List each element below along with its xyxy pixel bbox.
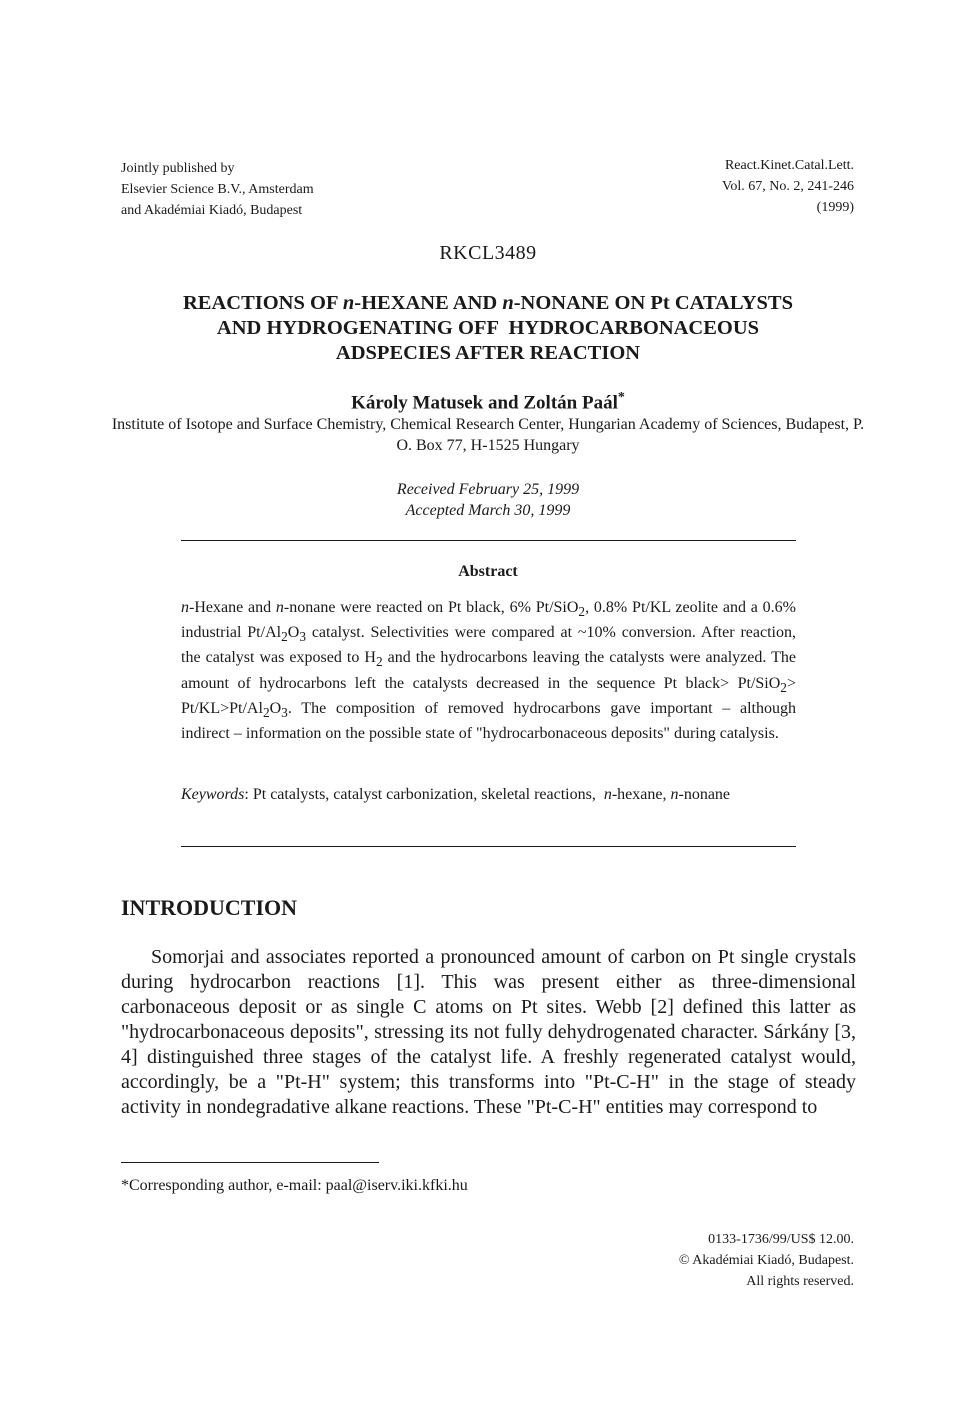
authors: Károly Matusek and Zoltán Paál*	[351, 390, 625, 414]
publisher-line: Elsevier Science B.V., Amsterdam	[121, 182, 314, 197]
copyright-line: © Akadémiai Kiadó, Budapest.	[678, 1253, 854, 1268]
affiliation: Institute of Isotope and Surface Chemistry, Chemical Research Center, Hungarian Academy of Sciences, Budapest, P. O. Box 77, H-1525 Hungary	[111, 416, 865, 454]
title-line-3: ADSPECIES AFTER REACTION	[335, 342, 641, 364]
corresponding-author-footnote: *Corresponding author, e-mail: paal@iserv.iki.kfki.hu	[121, 1177, 468, 1194]
footnote-rule	[121, 1162, 379, 1163]
paper-title	[100, 291, 876, 366]
title-line-2: AND HYDROGENATING OFF HYDROCARBONACEOUS	[216, 317, 760, 339]
journal-line: (1999)	[816, 200, 854, 215]
abstract-top-rule	[181, 540, 796, 541]
title-line-1: REACTIONS OF n-HEXANE AND n-NONANE ON Pt CATALYSTS	[182, 292, 793, 314]
journal-line: React.Kinet.Catal.Lett.	[724, 158, 854, 173]
copyright-block	[679, 1229, 854, 1292]
received-date: Received February 25, 1999	[396, 481, 580, 498]
publisher-line: and Akadémiai Kiadó, Budapest	[121, 203, 303, 218]
article-code: RKCL3489	[439, 242, 537, 264]
publisher-line: Jointly published by	[121, 161, 235, 176]
copyright-line: 0133-1736/99/US$ 12.00.	[708, 1232, 854, 1247]
accepted-date: Accepted March 30, 1999	[405, 502, 571, 519]
corresponding-mark: *	[617, 390, 625, 405]
copyright-line: All rights reserved.	[746, 1274, 854, 1289]
abstract-text: n-Hexane and n-nonane were reacted on Pt black, 6% Pt/SiO$_2$, 0.8% Pt/KL zeolite and a 0.6% industrial $Pt/Al_2O_3$ catalyst. Selectivities were compared at ~10% conversion. After reaction, the catalyst was exposed to $H_2$ and the hydrocarbons leaving the catalysts were analyzed. The amount of hydrocarbons left the catalysts decreased in the sequence Pt black> $Pt/SiO_2> Pt/KL>Pt/Al_2O_3$. The composition of removed hydrocarbons gave important – although indirect – information on the possible state of "hydrocarbonaceous deposits" during catalysis.	[181, 599, 796, 742]
introduction-paragraph: Somorjai and associates reported a pronounced amount of carbon on Pt single crystals during hydrocarbon reactions [1]. This was present either as three-dimensional carbonaceous deposit or as single C atoms on Pt sites. Webb [2] defined this latter as "hydrocarbonaceous deposits", stressing its not fully dehydrogenated character. Sárkány [3, 4] distinguished three stages of the catalyst life. A freshly regenerated catalyst would, accordingly, be a "Pt-H" system; this transforms into "Pt-C-H" in the stage of steady activity in nondegradative alkane reactions. These "Pt-C-H" entities may correspond to	[121, 946, 856, 1118]
abstract-heading: Abstract	[458, 563, 518, 580]
keywords-label: Keywords	[181, 786, 245, 803]
publisher-info	[121, 158, 314, 221]
dates	[0, 479, 976, 521]
keywords: Keywords: Pt catalysts, catalyst carbonization, skeletal reactions, n-hexane, n-nonane	[181, 786, 731, 803]
abstract-bottom-rule	[181, 846, 796, 847]
section-heading-introduction: INTRODUCTION	[121, 895, 298, 920]
journal-info	[722, 155, 854, 218]
journal-line: Vol. 67, No. 2, 241-246	[722, 179, 854, 194]
